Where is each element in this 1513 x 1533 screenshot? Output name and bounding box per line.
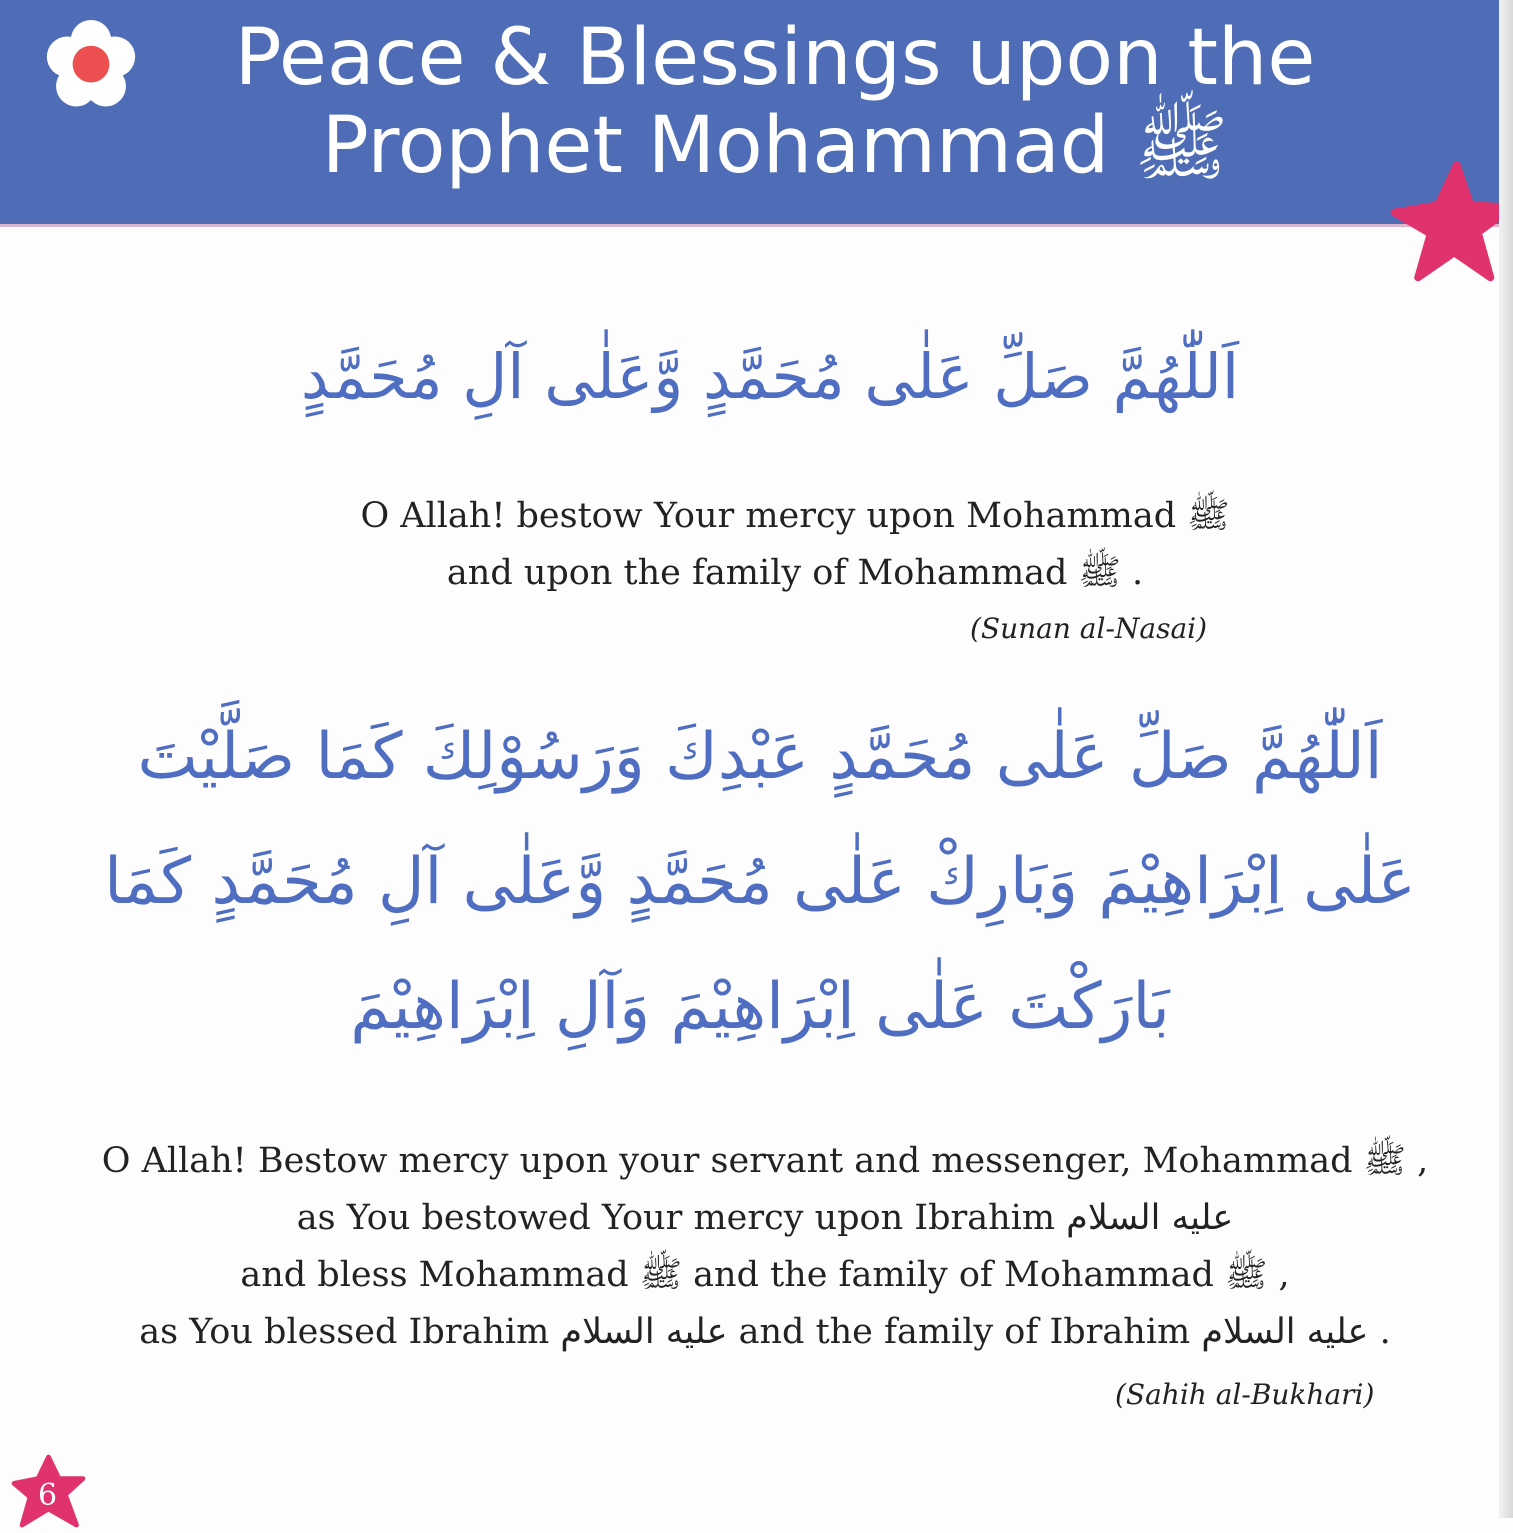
dua1-translation xyxy=(300,488,1290,602)
page-title xyxy=(180,14,1370,190)
dua1-arabic: اَللّٰهُمَّ صَلِّ عَلٰى مُحَمَّدٍ وَّعَلٰى آلِ مُحَمَّدٍ xyxy=(300,340,1240,413)
dua2-source: (Sahih al-Bukhari) xyxy=(1115,1378,1375,1411)
title-line-1: Peace & Blessings upon the xyxy=(234,13,1316,103)
dua2-translation xyxy=(100,1133,1430,1361)
page-edge xyxy=(1499,0,1513,1518)
dua2-translation-line: as You bestowed Your mercy upon Ibrahim عليه السلام xyxy=(296,1198,1234,1238)
page-number: 6 xyxy=(38,1478,58,1513)
star-decoration-icon xyxy=(1388,160,1513,290)
header-banner xyxy=(0,0,1513,227)
dua2-arabic-line: اَللّٰهُمَّ صَلِّ عَلٰى مُحَمَّدٍ عَبْدِكَ وَرَسُوْلِكَ كَمَا صَلَّيْتَ xyxy=(137,720,1383,794)
dua2-translation-line: as You blessed Ibrahim عليه السلام and the family of Ibrahim عليه السلام . xyxy=(139,1312,1391,1352)
dua1-translation-line: and upon the family of Mohammad ﷺ . xyxy=(446,553,1144,593)
dua1-source: (Sunan al-Nasai) xyxy=(970,612,1208,645)
dua2-arabic-line: بَارَكْتَ عَلٰى اِبْرَاهِيْمَ وَآلِ اِبْرَاهِيْمَ xyxy=(350,970,1170,1044)
dua2-translation-line: and bless Mohammad ﷺ and the family of Mohammad ﷺ , xyxy=(240,1255,1290,1295)
dua2-arabic-line: عَلٰى اِبْرَاهِيْمَ وَبَارِكْ عَلٰى مُحَمَّدٍ وَّعَلٰى آلِ مُحَمَّدٍ كَمَا xyxy=(104,845,1416,919)
title-line-2: Prophet Mohammad ﷺ xyxy=(321,101,1229,191)
flower-icon xyxy=(45,20,137,112)
dua1-translation-line: O Allah! bestow Your mercy upon Mohammad ﷺ xyxy=(360,496,1230,536)
dua2-translation-line: O Allah! Bestow mercy upon your servant and messenger, Mohammad ﷺ , xyxy=(101,1141,1429,1181)
